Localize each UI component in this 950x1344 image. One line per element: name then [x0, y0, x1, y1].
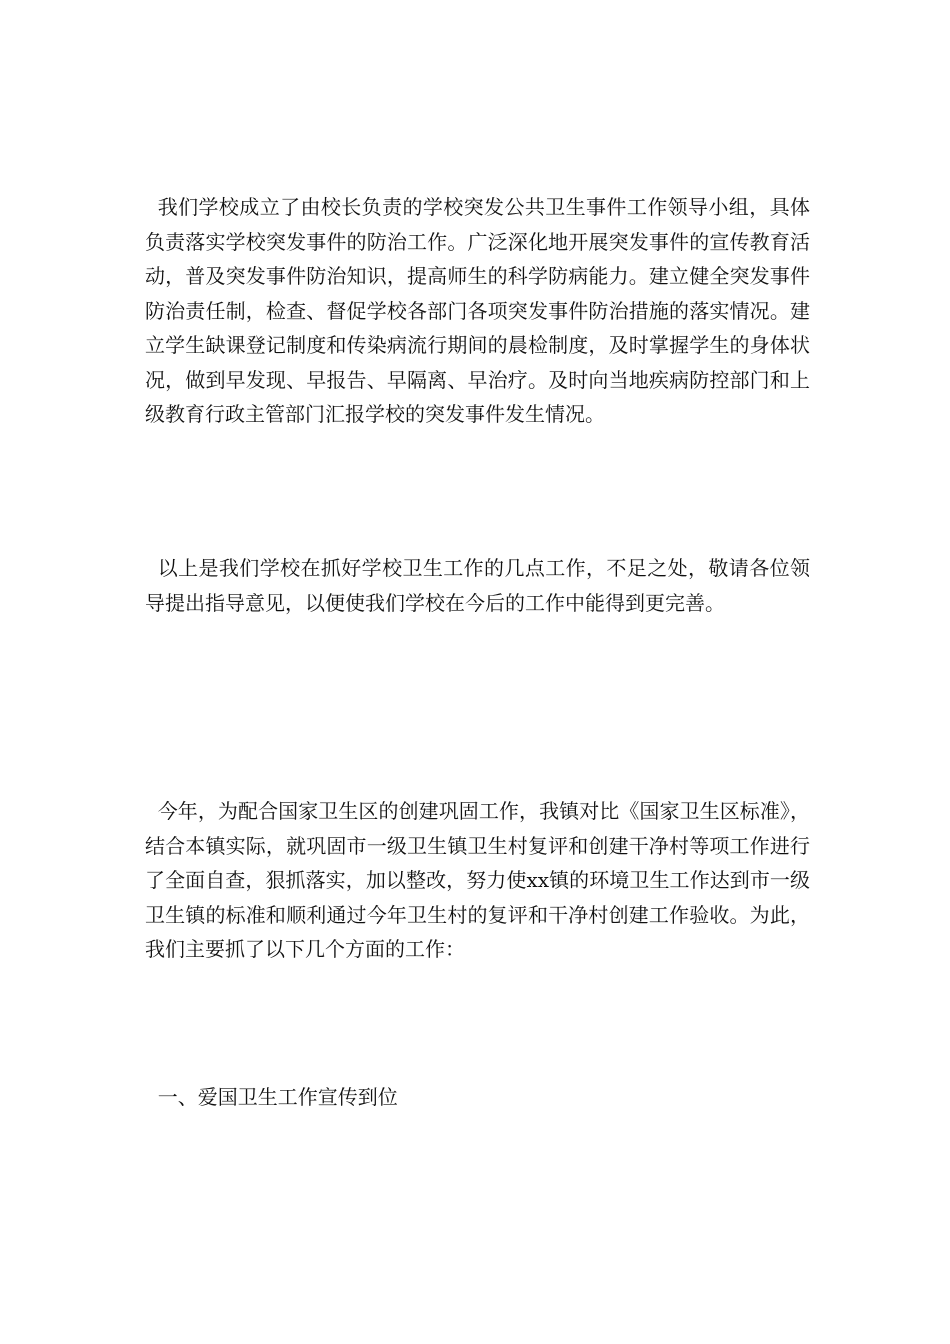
paragraph-town-hygiene-intro: 今年，为配合国家卫生区的创建巩固工作，我镇对比《国家卫生区标准》，结合本镇实际，就巩固市一级卫生镇卫生村复评和创建干净村等项工作进行了全面自查，狠抓落实，加以整改，努力使xx镇的环境卫生工作达到市一级卫生镇的标准和顺利通过今年卫生村的复评和干净村创建工作验收。为此，我们主要抓了以下几个方面的工作： — [145, 799, 810, 961]
paragraph-school-emergency-work: 我们学校成立了由校长负责的学校突发公共卫生事件工作领导小组，具体负责落实学校突发事件的防治工作。广泛深化地开展突发事件的宣传教育活动，普及突发事件防治知识，提高师生的科学防病能力。建立健全突发事件防治责任制，检查、督促学校各部门各项突发事件防治措施的落实情况。建立学生缺课登记制度和传染病流行期间的晨检制度，及时掌握学生的身体状况，做到早发现、早报告、早隔离、早治疗。及时向当地疾病防控部门和上级教育行政主管部门汇报学校的突发事件发生情况。 — [145, 195, 810, 426]
section-heading-patriotic-hygiene: 一、爱国卫生工作宣传到位 — [157, 1085, 398, 1109]
paragraph-closing-remarks: 以上是我们学校在抓好学校卫生工作的几点工作，不足之处，敬请各位领导提出指导意见，以便使我们学校在今后的工作中能得到更完善。 — [145, 556, 810, 615]
